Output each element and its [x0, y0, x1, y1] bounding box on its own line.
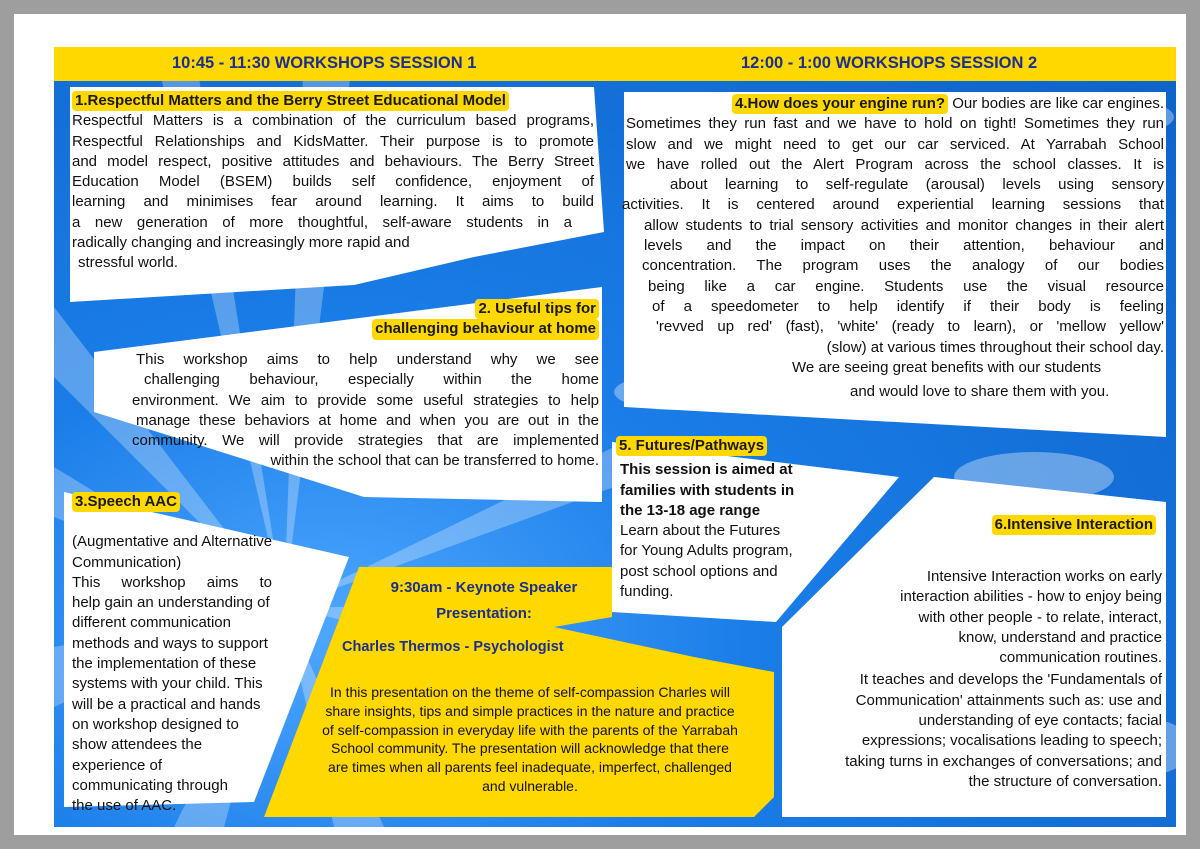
workshop5-line: funding. — [620, 583, 674, 601]
workshop1-block — [72, 91, 594, 274]
workshop3-line: systems with your child. This — [72, 675, 263, 693]
workshop6-line: Communication' attainments such as: use and — [855, 691, 1162, 709]
workshop1-line: Respectful Relationships and KidsMatter. Their purpose is to promote — [72, 132, 594, 150]
workshop3-line: show attendees the — [72, 736, 203, 754]
workshop4-line: We are seeing great benefits with our students — [792, 358, 1102, 376]
brochure-page — [14, 14, 1186, 835]
workshop2-line: community. We will provide strategies that are implemented — [132, 432, 599, 450]
workshop1-line: learning and minimises fear around learning. It aims to build — [72, 193, 594, 211]
workshop4-line: allow students to trial sensory activities and monitor changes in their alert — [644, 216, 1164, 234]
workshop3-line: Communication) — [72, 553, 182, 571]
keynote-line: of self-compassion in everyday life with the parents of the Yarrabah — [322, 721, 738, 738]
session1-heading: 10:45 - 11:30 WORKSHOPS SESSION 1 — [172, 54, 477, 72]
workshop2-title-line1: 2. Useful tips for — [475, 299, 599, 319]
workshop5-line: post school options and — [620, 562, 778, 580]
workshop3-line: methods and ways to support — [72, 634, 268, 652]
workshop1-line: radically changing and increasingly more rapid and — [72, 234, 410, 252]
workshop3-line: experience of — [72, 756, 163, 774]
workshop3-line: This workshop aims to — [72, 573, 272, 591]
workshop5-line: Learn about the Futures — [620, 522, 781, 540]
workshop4-line: activities. It is centered around experiential learning sessions that — [622, 196, 1164, 214]
workshop6-title-wrap — [972, 515, 1156, 535]
keynote-line: In this presentation on the theme of self-compassion Charles will — [330, 684, 730, 700]
workshop5-bold-line: This session is aimed at — [620, 461, 793, 479]
workshop4-first-line: Our bodies are like car engines. — [952, 95, 1164, 112]
keynote-body — [290, 683, 770, 796]
brochure-panel — [54, 47, 1176, 827]
workshop5-line: for Young Adults program, — [620, 542, 793, 560]
keynote-heading — [354, 575, 614, 627]
workshop6-line: understanding of eye contacts; facial — [918, 712, 1162, 730]
workshop4-title: 4.How does your engine run? — [732, 94, 948, 114]
keynote-speaker: Charles Thermos - Psychologist — [342, 639, 564, 655]
workshop4-line: about learning to self-regulate (arousal) levels using sensory — [670, 176, 1164, 194]
workshop4-block — [622, 94, 1164, 402]
workshop2-title-line2: challenging behaviour at home — [372, 319, 599, 339]
workshop3-title: 3.Speech AAC — [72, 492, 180, 512]
workshop4-line: Sometimes they run fast and we have to hold on tight! Sometimes they run — [626, 115, 1164, 133]
workshop3-line: communicating through — [72, 776, 228, 794]
workshop3-block — [72, 492, 302, 816]
workshop5-title: 5. Futures/Pathways — [616, 436, 767, 456]
workshop4-line: slow and we might need to get our car serviced. At Yarrabah School — [626, 135, 1164, 153]
workshop4-line: and would love to share them with you. — [850, 383, 1110, 401]
workshop1-line: Respectful Matters is a combination of the curriculum based programs, — [72, 112, 594, 130]
keynote-line1: 9:30am - Keynote Speaker — [390, 579, 578, 596]
workshop4-line: concentration. The program uses the analogy of our bodies — [642, 257, 1164, 275]
workshop6-line: Intensive Interaction works on early — [926, 568, 1162, 585]
workshop6-body — [794, 567, 1162, 792]
keynote-line: are times when all parents feel inadequate, imperfect, challenged — [328, 759, 732, 776]
workshop1-line: and model respect, positive attitudes and behaviours. The Berry Street — [72, 152, 594, 170]
workshop2-line: within the school that can be transferred to home. — [270, 452, 599, 470]
workshop6-line: know, understand and practice — [958, 628, 1162, 646]
workshop3-line: (Augmentative and Alternative — [72, 533, 273, 551]
workshop3-line: help gain an understanding of — [72, 594, 270, 612]
keynote-line: School community. The presentation will acknowledge that there — [331, 740, 729, 757]
workshop2-title-block — [354, 299, 599, 340]
workshop5-bold-line: families with students in — [620, 481, 795, 499]
workshop2-line: environment. We aim to provide some useful strategies to help — [132, 391, 599, 409]
workshop4-line: of a speedometer to help identify if their body is feeling — [652, 297, 1164, 315]
keynote-line: and vulnerable. — [482, 777, 578, 794]
workshop4-line: 'revved up red' (fast), 'white' (ready to learn), or 'mellow yellow' — [656, 318, 1164, 336]
workshop3-line: the implementation of these — [72, 655, 257, 673]
workshop3-line: the use of AAC. — [72, 797, 177, 815]
workshop3-line: will be a practical and hands — [72, 695, 261, 713]
workshop2-line: This workshop aims to help understand why we see — [136, 351, 599, 368]
workshop1-line: stressful world. — [78, 254, 179, 272]
session2-heading: 12:00 - 1:00 WORKSHOPS SESSION 2 — [741, 54, 1038, 72]
workshop6-line: It teaches and develops the 'Fundamentals of — [859, 671, 1162, 689]
workshop4-line: levels and the impact on their attention, behaviour and — [644, 237, 1164, 255]
keynote-line: share insights, tips and simple practices in the nature and practice — [325, 702, 735, 719]
workshop6-line: interaction abilities - how to enjoy being — [900, 588, 1162, 606]
workshop2-line: manage these behaviors at home and when you are out in the — [136, 411, 599, 429]
keynote-line2: Presentation: — [436, 605, 532, 622]
workshop4-line: we have rolled out the Alert Program across the school classes. It is — [626, 155, 1164, 173]
workshop6-line: expressions; vocalisations leading to speech; — [861, 732, 1162, 750]
workshop6-line: with other people - to relate, interact, — [918, 608, 1162, 626]
workshop3-line: different communication — [72, 614, 231, 632]
workshop2-line: challenging behaviour, especially within the home — [144, 371, 599, 389]
workshop1-line: Education Model (BSEM) builds self confidence, enjoyment of — [72, 173, 594, 191]
workshop4-line: being like a car engine. Students use the visual resource — [648, 277, 1164, 295]
workshop3-line: on workshop designed to — [72, 715, 239, 733]
workshop2-body — [132, 350, 599, 472]
workshop5-bold-line: the 13-18 age range — [620, 501, 761, 519]
workshop6-line: communication routines. — [999, 649, 1162, 667]
workshop6-title: 6.Intensive Interaction — [992, 515, 1156, 535]
workshop1-title: 1.Respectful Matters and the Berry Street Educational Model — [72, 91, 509, 111]
workshop6-line: taking turns in exchanges of conversations; and — [845, 752, 1162, 770]
workshop6-line: the structure of conversation. — [968, 772, 1162, 790]
workshop4-line: (slow) at various times throughout their school day. — [826, 338, 1164, 356]
workshop1-line: a new generation of more thoughtful, self-aware students in a — [72, 213, 572, 231]
